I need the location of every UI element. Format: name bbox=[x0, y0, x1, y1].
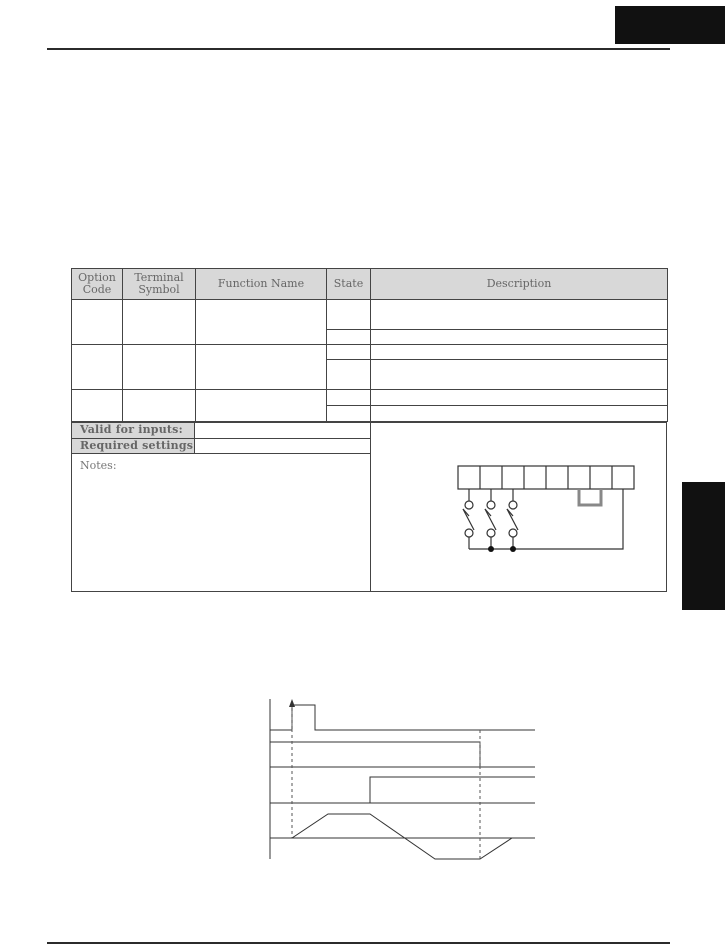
header-state: State bbox=[327, 269, 371, 300]
header-description: Description bbox=[371, 269, 668, 300]
table-cell bbox=[327, 360, 371, 390]
chapter-tab-side bbox=[682, 482, 725, 610]
timing-trace-speed bbox=[270, 814, 535, 859]
footer-rule bbox=[47, 942, 670, 944]
timing-trace-2 bbox=[270, 742, 535, 767]
required-settings-label: Required settings bbox=[72, 439, 195, 454]
table-cell bbox=[327, 390, 371, 406]
box-divider bbox=[370, 423, 371, 591]
table-row bbox=[72, 345, 668, 360]
table-cell bbox=[327, 300, 371, 330]
valid-for-inputs-value bbox=[195, 423, 371, 439]
timing-trace-3 bbox=[270, 777, 535, 803]
table-cell bbox=[371, 406, 668, 422]
table-cell bbox=[196, 300, 327, 345]
table-cell bbox=[371, 330, 668, 345]
table-cell bbox=[371, 300, 668, 330]
table-row bbox=[72, 300, 668, 330]
header-option-code: Option Code bbox=[72, 269, 123, 300]
table-header-row bbox=[72, 269, 668, 300]
table-cell bbox=[196, 345, 327, 390]
table-cell bbox=[72, 390, 123, 422]
table-row bbox=[72, 390, 668, 406]
valid-for-inputs-label: Valid for inputs: bbox=[72, 423, 195, 439]
table-cell bbox=[123, 345, 196, 390]
table-cell bbox=[123, 300, 196, 345]
timing-diagram bbox=[260, 695, 540, 865]
table-cell bbox=[371, 360, 668, 390]
terminal-wiring-diagram bbox=[450, 460, 640, 560]
header-terminal-symbol: Terminal Symbol bbox=[123, 269, 196, 300]
notes-label: Notes: bbox=[80, 459, 117, 472]
table-cell bbox=[371, 345, 668, 360]
table-cell bbox=[72, 300, 123, 345]
table-cell bbox=[72, 345, 123, 390]
table-cell bbox=[123, 390, 196, 422]
table-cell bbox=[327, 406, 371, 422]
table-cell bbox=[371, 390, 668, 406]
header-rule bbox=[47, 48, 670, 50]
chapter-tab-top bbox=[615, 6, 725, 44]
table-cell bbox=[327, 330, 371, 345]
arrow-up-icon bbox=[289, 699, 295, 707]
option-table bbox=[71, 268, 668, 422]
header-function-name: Function Name bbox=[196, 269, 327, 300]
table-cell bbox=[196, 390, 327, 422]
jumper-wire bbox=[579, 489, 601, 505]
required-settings-value bbox=[195, 439, 371, 454]
timing-trace-1 bbox=[270, 705, 535, 730]
table-cell bbox=[327, 345, 371, 360]
